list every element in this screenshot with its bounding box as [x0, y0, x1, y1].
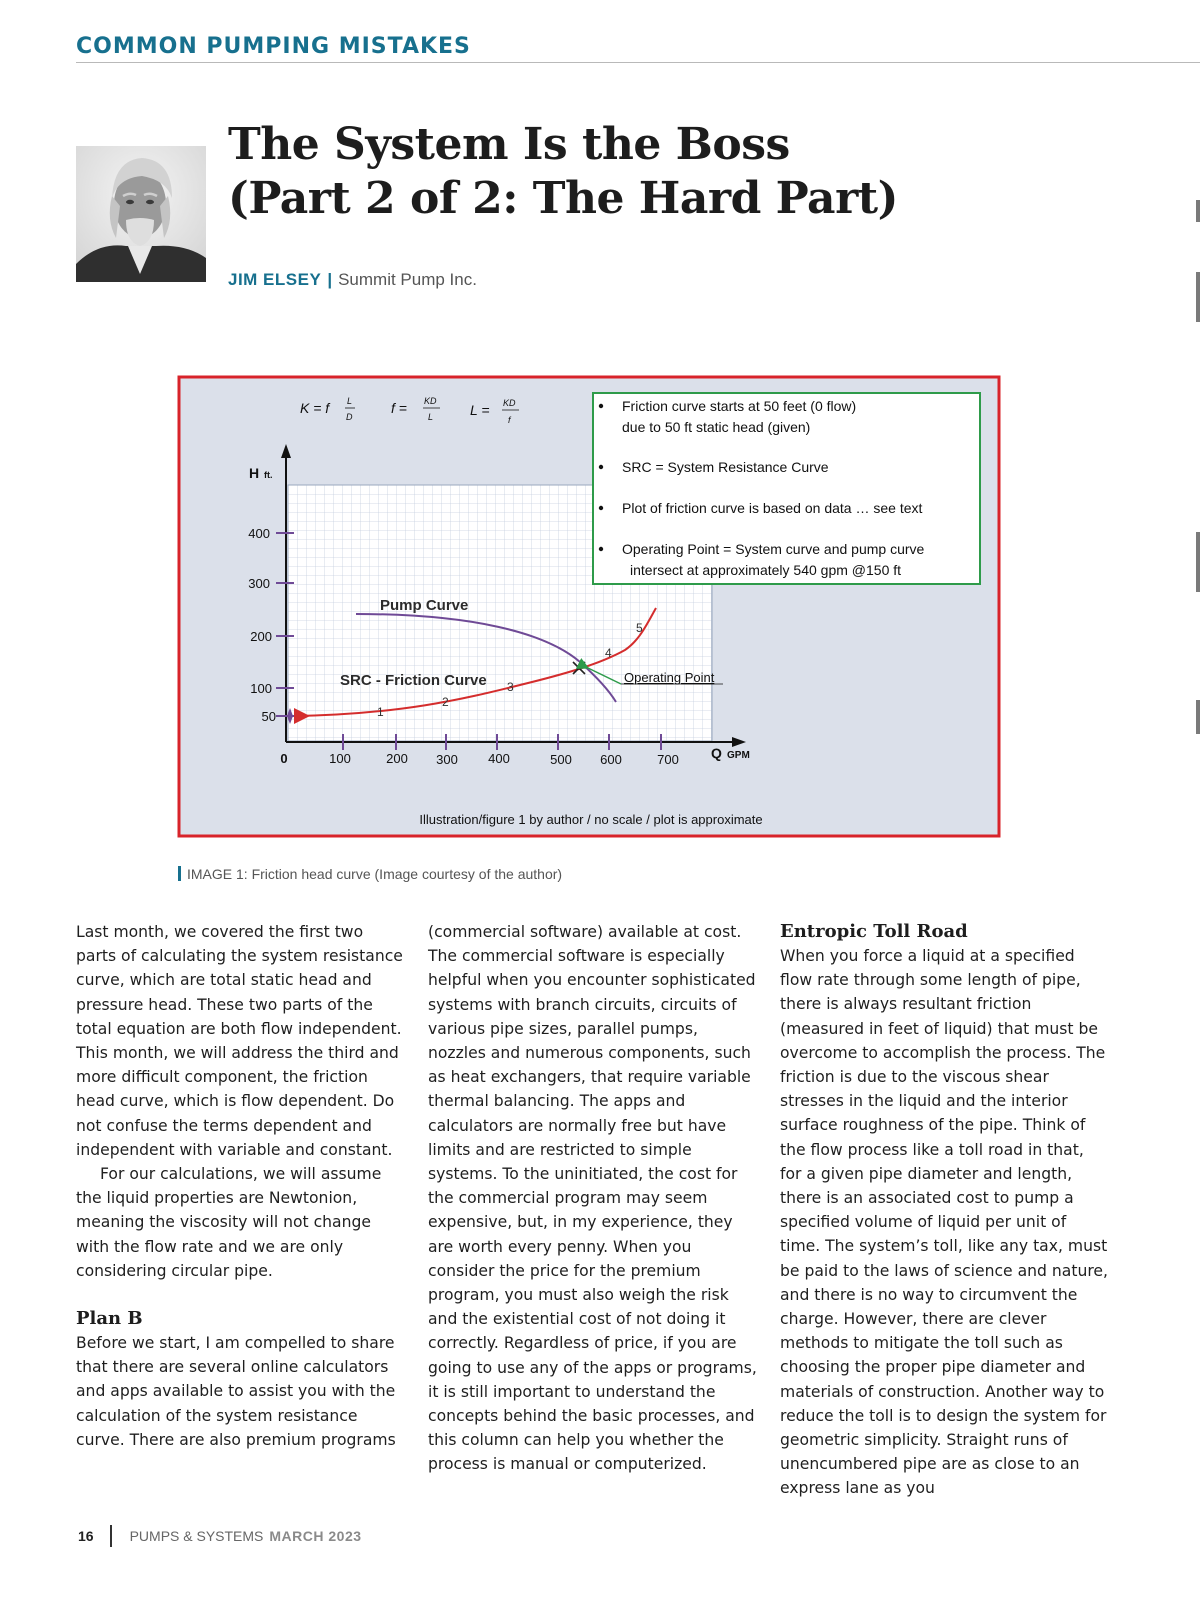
caption-bar — [178, 866, 181, 881]
formula-f-den: L — [428, 412, 434, 422]
x-tick-label: 400 — [488, 751, 510, 766]
paragraph: (commercial software) available at cost. The commercial software is especially helpful when you encounter sophisticated systems with branch circuits, circuits of various pipe sizes, parallel pumps, nozzles and numerous components, such as heat exchangers, that require variable thermal balancing. The apps and calculators are normally free but have limits and are restricted to simple systems. To the uninitiated, the cost for the commercial program may seem expensive, but, in my experience, they are worth every penny. When you consider the price for the premium program, you must also weigh the risk and the existential cost of not doing it correctly. Regardless of price, if you are going to use any of the apps or programs, it is still important to understand the concepts behind the basic processes, and this column can help you whether the process is manual or computerized. — [428, 923, 757, 1474]
formula-f-num: KD — [424, 396, 437, 406]
section-label: COMMON PUMPING MISTAKES — [76, 34, 471, 59]
figure-footnote: Illustration/figure 1 by author / no scale / plot is approximate — [419, 812, 763, 827]
q-axis-unit: GPM — [727, 750, 750, 761]
note-text: intersect at approximately 540 gpm @150 ft — [630, 562, 902, 578]
byline-separator: | — [327, 270, 333, 289]
curve-point-number: 2 — [442, 695, 449, 709]
formula-l-den: f — [508, 415, 511, 425]
curve-point-number: 3 — [507, 680, 514, 694]
src-label: SRC - Friction Curve — [340, 672, 487, 689]
x-tick-label: 600 — [600, 752, 622, 767]
text-column-1 — [76, 920, 406, 1452]
h-axis-unit: ft. — [264, 470, 273, 480]
caption-text: IMAGE 1: Friction head curve (Image courtesy of the author) — [187, 866, 563, 882]
y-tick-label: 400 — [248, 526, 270, 541]
x-tick-label: 700 — [657, 752, 679, 767]
curve-point-number: 1 — [377, 705, 384, 719]
pump-curve-label: Pump Curve — [380, 597, 469, 614]
publication-name: PUMPS & SYSTEMS — [129, 1528, 264, 1544]
y-tick-label: 300 — [248, 576, 270, 591]
note-text: Plot of friction curve is based on data … see text — [622, 500, 923, 516]
text-column-3 — [780, 920, 1110, 1501]
y-tick-label: 200 — [250, 629, 272, 644]
y-tick-label: 50 — [261, 709, 276, 724]
text-column-2 — [428, 920, 758, 1477]
subheading-plan-b: Plan B — [76, 1308, 143, 1330]
note-text: due to 50 ft static head (given) — [622, 419, 811, 435]
note-text: Friction curve starts at 50 feet (0 flow) — [622, 398, 857, 414]
curve-point-number: 4 — [605, 646, 612, 660]
x-tick-label: 500 — [550, 752, 572, 767]
page-footer — [78, 1525, 362, 1547]
subheading-entropic-toll-road: Entropic Toll Road — [780, 921, 968, 942]
operating-point-label: Operating Point — [624, 670, 715, 685]
author-company: Summit Pump Inc. — [338, 270, 477, 289]
y-tick-label: 100 — [250, 681, 272, 696]
author-name: JIM ELSEY — [228, 270, 322, 289]
x-tick-label: 100 — [329, 751, 351, 766]
paragraph: When you force a liquid at a specified flow rate through some length of pipe, there is always resultant friction (measured in feet of liquid) that must be overcome to accomplish the process. The friction is due to the viscous shear stresses in the liquid and the interior surface roughness of the pipe. Think of the flow process like a toll road in that, for a given pipe diameter and length, there is an associated cost to pump a specified volume of liquid per unit of time. The system’s toll, like any tax, must be paid to the laws of science and nature, and there is no way to circumvent the charge. However, there are clever methods to mitigate the toll such as choosing the proper pipe diameter and materials of construction. Another way to reduce the toll is to design the system for geometric simplicity. Straight runs of unencumbered pipe are as close to an express lane as you — [780, 947, 1108, 1498]
formula-l-num: KD — [503, 398, 516, 408]
title-line-1: The System Is the Boss — [228, 119, 790, 170]
paragraph: Last month, we covered the first two parts of calculating the system resistance curve, which are total static head and pressure head. These two parts of the total equation are both flow independent. This month, we will address the third and more difficult component, the friction head curve, which is flow dependent. Do not confuse the terms dependent and independent with variable and constant. — [76, 923, 403, 1159]
issue-date: MARCH 2023 — [269, 1528, 362, 1544]
h-axis-label: H — [249, 465, 260, 481]
footer-divider — [110, 1525, 112, 1547]
note-text: SRC = System Resistance Curve — [622, 459, 829, 475]
formula-k-num: L — [347, 396, 353, 406]
x-tick-label: 200 — [386, 751, 408, 766]
title-line-2: (Part 2 of 2: The Hard Part) — [228, 173, 898, 224]
q-axis-label: Q — [711, 745, 722, 761]
x-tick-label: 300 — [436, 752, 458, 767]
x-tick-label: 0 — [280, 751, 288, 766]
page-number: 16 — [78, 1528, 94, 1544]
note-text: Operating Point = System curve and pump curve — [622, 541, 925, 557]
formula-f: f = — [391, 400, 407, 416]
formula-k-den: D — [346, 412, 353, 422]
formula-k: K = f — [300, 400, 330, 416]
image-caption — [178, 866, 562, 882]
curve-point-number: 5 — [636, 621, 643, 635]
formula-l: L = — [470, 402, 490, 418]
paragraph: For our calculations, we will assume the liquid properties are Newtonion, meaning the viscosity will not change with the flow rate and we are only considering circular pipe. — [76, 1165, 382, 1280]
paragraph: Before we start, I am compelled to share that there are several online calculators and apps available to assist you with the calculation of the system resistance curve. There are also premium programs — [76, 1334, 396, 1449]
